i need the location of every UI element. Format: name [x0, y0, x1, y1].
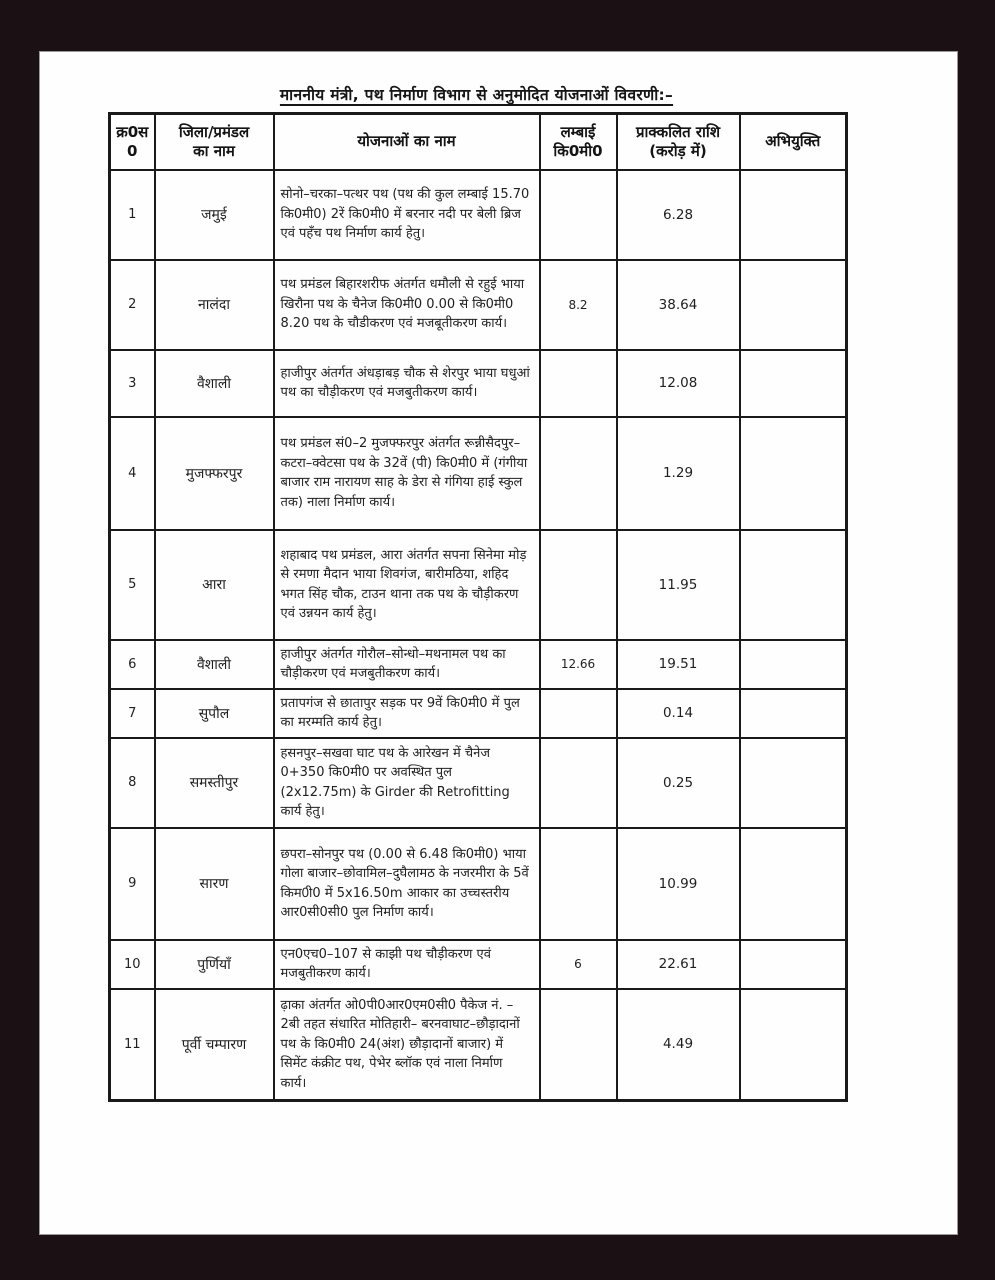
table-row	[110, 828, 847, 940]
header-estimated-amount	[617, 114, 740, 170]
header-district-line2: का नाम	[193, 141, 235, 160]
header-length-line1: लम्बाई	[560, 123, 596, 141]
header-district	[155, 114, 274, 170]
table-row	[110, 350, 847, 417]
amount-cell: 12.08	[617, 350, 740, 417]
amount-cell: 10.99	[617, 828, 740, 940]
table-row	[110, 640, 847, 689]
length-cell	[540, 530, 617, 640]
district-cell: समस्तीपुर	[155, 738, 274, 828]
length-cell: 12.66	[540, 640, 617, 689]
length-cell	[540, 170, 617, 260]
table-row	[110, 260, 847, 350]
header-remarks	[740, 114, 847, 170]
header-remarks-label: अभियुक्ति	[765, 132, 821, 151]
remarks-cell	[740, 530, 847, 640]
remarks-cell	[740, 940, 847, 989]
serial-no-cell: 4	[110, 417, 155, 530]
serial-no-cell: 3	[110, 350, 155, 417]
length-cell	[540, 350, 617, 417]
amount-cell: 11.95	[617, 530, 740, 640]
scheme-cell: हाजीपुर अंतर्गत गोरौल–सोन्धो–मथनामल पथ का चौड़ीकरण एवं मजबुतीकरण कार्य।	[274, 640, 540, 689]
scheme-cell: पथ प्रमंडल सं0–2 मुजफ्फरपुर अंतर्गत रून्नीसैदपुर–कटरा–क्वेटसा पथ के 32वें (पी) कि0मी0 में (गंगीया बाजार राम नारायण साह के डेरा से गंगिया हाई स्कुल तक) नाला निर्माण कार्य।	[274, 417, 540, 530]
serial-no-cell: 10	[110, 940, 155, 989]
district-cell: वैशाली	[155, 350, 274, 417]
scheme-cell: सोनो–चरका–पत्थर पथ (पथ की कुल लम्बाई 15.70 कि0मी0) 2रें कि0मी0 में बरनार नदी पर बेली ब्रिज एवं पहँच पथ निर्माण कार्य हेतु।	[274, 170, 540, 260]
serial-no-cell: 8	[110, 738, 155, 828]
serial-no-cell: 2	[110, 260, 155, 350]
header-length-km	[540, 114, 617, 170]
district-cell: वैशाली	[155, 640, 274, 689]
header-scheme-name-label: योजनाओं का नाम	[357, 132, 456, 151]
document-title: माननीय मंत्री, पथ निर्माण विभाग से अनुमोदित योजनाओं विवरणी:–	[279, 86, 674, 104]
serial-no-cell: 6	[110, 640, 155, 689]
header-amount-line2: (करोड़ में)	[649, 141, 707, 160]
serial-no-cell: 1	[110, 170, 155, 260]
serial-no-cell: 11	[110, 989, 155, 1101]
district-cell: जमुई	[155, 170, 274, 260]
scheme-cell: हाजीपुर अंतर्गत अंधड़ाबड़ चौक से शेरपुर भाया घधुआं पथ का चौड़ीकरण एवं मजबुतीकरण कार्य।	[274, 350, 540, 417]
scheme-cell: शहाबाद पथ प्रमंडल, आरा अंतर्गत सपना सिनेमा मोड़ से रमणा मैदान भाया शिवगंज, बारीमठिया, शहिद भगत सिंह चौक, टाउन थाना तक पथ के चौड़ीकरण एवं उन्नयन कार्य हेतु।	[274, 530, 540, 640]
length-cell	[540, 989, 617, 1101]
amount-cell: 38.64	[617, 260, 740, 350]
scheme-cell: एन0एच0–107 से काझी पथ चौड़ीकरण एवं मजबुतीकरण कार्य।	[274, 940, 540, 989]
remarks-cell	[740, 417, 847, 530]
table-row	[110, 738, 847, 828]
remarks-cell	[740, 350, 847, 417]
table-row	[110, 530, 847, 640]
district-cell: सारण	[155, 828, 274, 940]
table-row	[110, 170, 847, 260]
scheme-cell: ढ़ाका अंतर्गत ओ0पी0आर0एम0सी0 पैकेज नं. –2बी तहत संधारित मोतिहारी– बरनवाघाट–छौड़ादानों पथ के कि0मी0 24(अंश) छौड़ादानों बाजार) में सिमेंट कंक्रीट पथ, पेभेर ब्लॉक एवं नाला निर्माण कार्य।	[274, 989, 540, 1101]
remarks-cell	[740, 738, 847, 828]
district-cell: मुजफ्फरपुर	[155, 417, 274, 530]
remarks-cell	[740, 689, 847, 738]
header-length-line2: कि0मी0	[553, 141, 603, 160]
remarks-cell	[740, 260, 847, 350]
district-cell: आरा	[155, 530, 274, 640]
length-cell: 6	[540, 940, 617, 989]
serial-no-cell: 7	[110, 689, 155, 738]
table-row	[110, 989, 847, 1101]
serial-no-cell: 5	[110, 530, 155, 640]
length-cell	[540, 738, 617, 828]
scheme-cell: हसनपुर–सखवा घाट पथ के आरेखन में चैनेज 0+350 कि0मी0 पर अवस्थित पुल (2x12.75m) के Girder की Retrofitting कार्य हेतु।	[274, 738, 540, 828]
amount-cell: 1.29	[617, 417, 740, 530]
district-cell: नालंदा	[155, 260, 274, 350]
scheme-cell: प्रतापगंज से छातापुर सड़क पर 9वें कि0मी0 में पुल का मरम्मति कार्य हेतु।	[274, 689, 540, 738]
header-amount-line1: प्राक्कलित राशि	[635, 123, 721, 141]
length-cell	[540, 828, 617, 940]
district-cell: पूर्वी चम्पारण	[155, 989, 274, 1101]
amount-cell: 6.28	[617, 170, 740, 260]
remarks-cell	[740, 989, 847, 1101]
amount-cell: 22.61	[617, 940, 740, 989]
remarks-cell	[740, 640, 847, 689]
header-scheme-name	[274, 114, 540, 170]
amount-cell: 4.49	[617, 989, 740, 1101]
header-serial-no-line1: क्र0स	[116, 123, 149, 141]
district-cell: पुर्णियाँ	[155, 940, 274, 989]
header-district-line1: जिला/प्रमंडल	[178, 123, 250, 141]
scheme-cell: छपरा–सोनपुर पथ (0.00 से 6.48 कि0मी0) भाया गोला बाजार–छोवामिल–दुघैलामठ के नजरमीरा के 5वें किम0ी0 में 5x16.50m आकार का उच्चस्तरीय आर0सी0सी0 पुल निर्माण कार्य।	[274, 828, 540, 940]
length-cell	[540, 689, 617, 738]
amount-cell: 0.14	[617, 689, 740, 738]
remarks-cell	[740, 828, 847, 940]
table-header-row	[110, 114, 847, 170]
district-cell: सुपौल	[155, 689, 274, 738]
remarks-cell	[740, 170, 847, 260]
length-cell	[540, 417, 617, 530]
length-cell: 8.2	[540, 260, 617, 350]
table-row	[110, 417, 847, 530]
document-page	[40, 52, 957, 1234]
serial-no-cell: 9	[110, 828, 155, 940]
amount-cell: 19.51	[617, 640, 740, 689]
scheme-cell: पथ प्रमंडल बिहारशरीफ अंतर्गत धमौली से रहुई भाया खिरौना पथ के चैनेज कि0मी0 0.00 से कि0मी0 8.20 पथ के चौडीकरण एवं मजबूतीकरण कार्य।	[274, 260, 540, 350]
table-row	[110, 689, 847, 738]
header-serial-no-line2: 0	[127, 141, 138, 160]
amount-cell: 0.25	[617, 738, 740, 828]
header-serial-no	[110, 114, 155, 170]
table-row	[110, 940, 847, 989]
schemes-table	[108, 112, 848, 1102]
